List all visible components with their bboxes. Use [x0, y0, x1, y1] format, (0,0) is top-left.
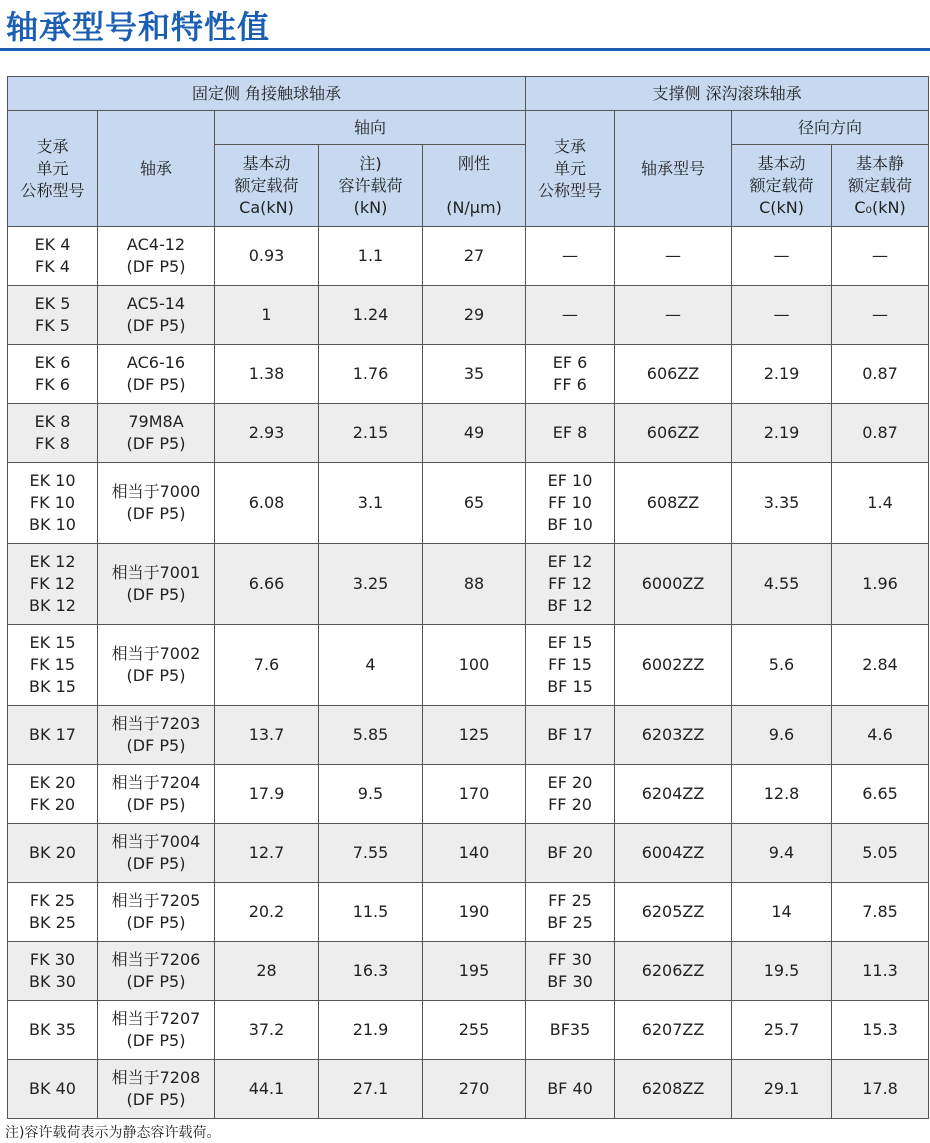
support-unit-model-cell: BF35 — [526, 1001, 615, 1060]
fixed-unit-model-cell: EK 10 FK 10 BK 10 — [8, 463, 98, 544]
bearing-cell: AC5-14 (DF P5) — [98, 286, 215, 345]
table-row — [8, 227, 929, 286]
bearing-model-cell: 606ZZ — [615, 345, 732, 404]
header-support-unit-model: 支承 单元 公称型号 — [526, 111, 615, 227]
radial-dynamic-load-cell: 2.19 — [732, 345, 832, 404]
allowable-load-cell: 3.25 — [319, 544, 423, 625]
rigidity-cell: 125 — [423, 706, 526, 765]
header-allowable-load: 注) 容许载荷 (kN) — [319, 145, 423, 227]
bearing-model-cell: 6205ZZ — [615, 883, 732, 942]
support-unit-model-cell: EF 20 FF 20 — [526, 765, 615, 824]
table-row — [8, 463, 929, 544]
fixed-unit-model-cell: BK 35 — [8, 1001, 98, 1060]
bearing-model-cell: 6000ZZ — [615, 544, 732, 625]
radial-static-load-cell: 4.6 — [832, 706, 929, 765]
support-unit-model-cell: BF 17 — [526, 706, 615, 765]
support-unit-model-cell: EF 8 — [526, 404, 615, 463]
bearing-cell: AC6-16 (DF P5) — [98, 345, 215, 404]
table-row — [8, 286, 929, 345]
bearing-cell: AC4-12 (DF P5) — [98, 227, 215, 286]
rigidity-cell: 255 — [423, 1001, 526, 1060]
bearing-cell: 相当于7204 (DF P5) — [98, 765, 215, 824]
bearing-cell: 相当于7208 (DF P5) — [98, 1060, 215, 1119]
dynamic-load-cell: 6.08 — [215, 463, 319, 544]
support-unit-model-cell: — — [526, 286, 615, 345]
footnote: 注)容许载荷表示为静态容许载荷。 — [5, 1125, 221, 1141]
radial-static-load-cell: 5.05 — [832, 824, 929, 883]
header-bearing: 轴承 — [98, 111, 215, 227]
allowable-load-cell: 11.5 — [319, 883, 423, 942]
allowable-load-cell: 16.3 — [319, 942, 423, 1001]
allowable-load-cell: 7.55 — [319, 824, 423, 883]
bearing-model-cell: — — [615, 227, 732, 286]
dynamic-load-cell: 7.6 — [215, 625, 319, 706]
bearing-model-cell: 6203ZZ — [615, 706, 732, 765]
fixed-unit-model-cell: FK 30 BK 30 — [8, 942, 98, 1001]
header-unit-model: 支承 单元 公称型号 — [8, 111, 98, 227]
fixed-unit-model-cell: EK 20 FK 20 — [8, 765, 98, 824]
rigidity-cell: 170 — [423, 765, 526, 824]
fixed-unit-model-cell: BK 40 — [8, 1060, 98, 1119]
table-row — [8, 625, 929, 706]
allowable-load-cell: 27.1 — [319, 1060, 423, 1119]
header-dynamic-load: 基本动 额定载荷 Ca(kN) — [215, 145, 319, 227]
radial-static-load-cell: 17.8 — [832, 1060, 929, 1119]
allowable-load-cell: 1.76 — [319, 345, 423, 404]
allowable-load-cell: 3.1 — [319, 463, 423, 544]
rigidity-cell: 140 — [423, 824, 526, 883]
header-axial: 轴向 — [215, 111, 526, 145]
table-row — [8, 345, 929, 404]
allowable-load-cell: 9.5 — [319, 765, 423, 824]
bearing-cell: 相当于7004 (DF P5) — [98, 824, 215, 883]
support-unit-model-cell: BF 20 — [526, 824, 615, 883]
header-support-side: 支撑侧 深沟滚珠轴承 — [526, 77, 929, 111]
rigidity-cell: 88 — [423, 544, 526, 625]
bearing-cell: 相当于7205 (DF P5) — [98, 883, 215, 942]
bearing-model-cell: 608ZZ — [615, 463, 732, 544]
allowable-load-cell: 2.15 — [319, 404, 423, 463]
radial-dynamic-load-cell: — — [732, 227, 832, 286]
radial-static-load-cell: — — [832, 227, 929, 286]
radial-dynamic-load-cell: 5.6 — [732, 625, 832, 706]
dynamic-load-cell: 12.7 — [215, 824, 319, 883]
dynamic-load-cell: 28 — [215, 942, 319, 1001]
radial-dynamic-load-cell: 29.1 — [732, 1060, 832, 1119]
bearing-cell: 79M8A (DF P5) — [98, 404, 215, 463]
radial-static-load-cell: 7.85 — [832, 883, 929, 942]
support-unit-model-cell: EF 6 FF 6 — [526, 345, 615, 404]
dynamic-load-cell: 37.2 — [215, 1001, 319, 1060]
support-unit-model-cell: FF 30 BF 30 — [526, 942, 615, 1001]
bearing-model-cell: 6004ZZ — [615, 824, 732, 883]
dynamic-load-cell: 17.9 — [215, 765, 319, 824]
header-fixed-side: 固定侧 角接触球轴承 — [8, 77, 526, 111]
table-row — [8, 765, 929, 824]
fixed-unit-model-cell: BK 17 — [8, 706, 98, 765]
fixed-unit-model-cell: BK 20 — [8, 824, 98, 883]
allowable-load-cell: 1.1 — [319, 227, 423, 286]
support-unit-model-cell: FF 25 BF 25 — [526, 883, 615, 942]
radial-static-load-cell: 1.4 — [832, 463, 929, 544]
support-unit-model-cell: EF 10 FF 10 BF 10 — [526, 463, 615, 544]
radial-static-load-cell: 6.65 — [832, 765, 929, 824]
radial-dynamic-load-cell: 2.19 — [732, 404, 832, 463]
support-unit-model-cell: BF 40 — [526, 1060, 615, 1119]
header-radial: 径向方向 — [732, 111, 929, 145]
dynamic-load-cell: 1.38 — [215, 345, 319, 404]
dynamic-load-cell: 2.93 — [215, 404, 319, 463]
title-underline — [0, 48, 930, 51]
table-row — [8, 706, 929, 765]
header-bearing-model: 轴承型号 — [615, 111, 732, 227]
rigidity-cell: 49 — [423, 404, 526, 463]
dynamic-load-cell: 0.93 — [215, 227, 319, 286]
fixed-unit-model-cell: FK 25 BK 25 — [8, 883, 98, 942]
bearing-cell: 相当于7000 (DF P5) — [98, 463, 215, 544]
radial-dynamic-load-cell: 9.6 — [732, 706, 832, 765]
table-row — [8, 883, 929, 942]
dynamic-load-cell: 13.7 — [215, 706, 319, 765]
bearing-cell: 相当于7001 (DF P5) — [98, 544, 215, 625]
table-row — [8, 544, 929, 625]
fixed-unit-model-cell: EK 5 FK 5 — [8, 286, 98, 345]
table-row — [8, 1060, 929, 1119]
header-radial-dynamic-load: 基本动 额定载荷 C(kN) — [732, 145, 832, 227]
support-unit-model-cell: EF 15 FF 15 BF 15 — [526, 625, 615, 706]
fixed-unit-model-cell: EK 8 FK 8 — [8, 404, 98, 463]
radial-dynamic-load-cell: 9.4 — [732, 824, 832, 883]
page-title: 轴承型号和特性值 — [6, 8, 271, 46]
radial-static-load-cell: 0.87 — [832, 345, 929, 404]
header-rigidity: 刚性 (N/μm) — [423, 145, 526, 227]
bearing-model-cell: — — [615, 286, 732, 345]
rigidity-cell: 35 — [423, 345, 526, 404]
radial-dynamic-load-cell: 19.5 — [732, 942, 832, 1001]
bearing-cell: 相当于7206 (DF P5) — [98, 942, 215, 1001]
table-row — [8, 1001, 929, 1060]
table-row — [8, 824, 929, 883]
radial-dynamic-load-cell: — — [732, 286, 832, 345]
bearing-model-cell: 6204ZZ — [615, 765, 732, 824]
dynamic-load-cell: 20.2 — [215, 883, 319, 942]
bearing-model-cell: 606ZZ — [615, 404, 732, 463]
rigidity-cell: 195 — [423, 942, 526, 1001]
bearing-spec-table — [7, 76, 929, 1119]
allowable-load-cell: 21.9 — [319, 1001, 423, 1060]
radial-static-load-cell: 11.3 — [832, 942, 929, 1001]
allowable-load-cell: 1.24 — [319, 286, 423, 345]
bearing-model-cell: 6206ZZ — [615, 942, 732, 1001]
support-unit-model-cell: — — [526, 227, 615, 286]
fixed-unit-model-cell: EK 6 FK 6 — [8, 345, 98, 404]
radial-static-load-cell: — — [832, 286, 929, 345]
radial-dynamic-load-cell: 3.35 — [732, 463, 832, 544]
radial-static-load-cell: 15.3 — [832, 1001, 929, 1060]
dynamic-load-cell: 44.1 — [215, 1060, 319, 1119]
fixed-unit-model-cell: EK 15 FK 15 BK 15 — [8, 625, 98, 706]
dynamic-load-cell: 1 — [215, 286, 319, 345]
fixed-unit-model-cell: EK 12 FK 12 BK 12 — [8, 544, 98, 625]
radial-dynamic-load-cell: 14 — [732, 883, 832, 942]
allowable-load-cell: 4 — [319, 625, 423, 706]
fixed-unit-model-cell: EK 4 FK 4 — [8, 227, 98, 286]
bearing-model-cell: 6207ZZ — [615, 1001, 732, 1060]
bearing-model-cell: 6208ZZ — [615, 1060, 732, 1119]
bearing-cell: 相当于7207 (DF P5) — [98, 1001, 215, 1060]
table-row — [8, 404, 929, 463]
rigidity-cell: 100 — [423, 625, 526, 706]
radial-static-load-cell: 1.96 — [832, 544, 929, 625]
radial-static-load-cell: 2.84 — [832, 625, 929, 706]
bearing-model-cell: 6002ZZ — [615, 625, 732, 706]
allowable-load-cell: 5.85 — [319, 706, 423, 765]
rigidity-cell: 270 — [423, 1060, 526, 1119]
rigidity-cell: 27 — [423, 227, 526, 286]
bearing-cell: 相当于7002 (DF P5) — [98, 625, 215, 706]
rigidity-cell: 190 — [423, 883, 526, 942]
radial-dynamic-load-cell: 4.55 — [732, 544, 832, 625]
rigidity-cell: 29 — [423, 286, 526, 345]
table-row — [8, 942, 929, 1001]
bearing-cell: 相当于7203 (DF P5) — [98, 706, 215, 765]
support-unit-model-cell: EF 12 FF 12 BF 12 — [526, 544, 615, 625]
header-radial-static-load: 基本静 额定载荷 C₀(kN) — [832, 145, 929, 227]
rigidity-cell: 65 — [423, 463, 526, 544]
radial-dynamic-load-cell: 12.8 — [732, 765, 832, 824]
radial-dynamic-load-cell: 25.7 — [732, 1001, 832, 1060]
radial-static-load-cell: 0.87 — [832, 404, 929, 463]
dynamic-load-cell: 6.66 — [215, 544, 319, 625]
